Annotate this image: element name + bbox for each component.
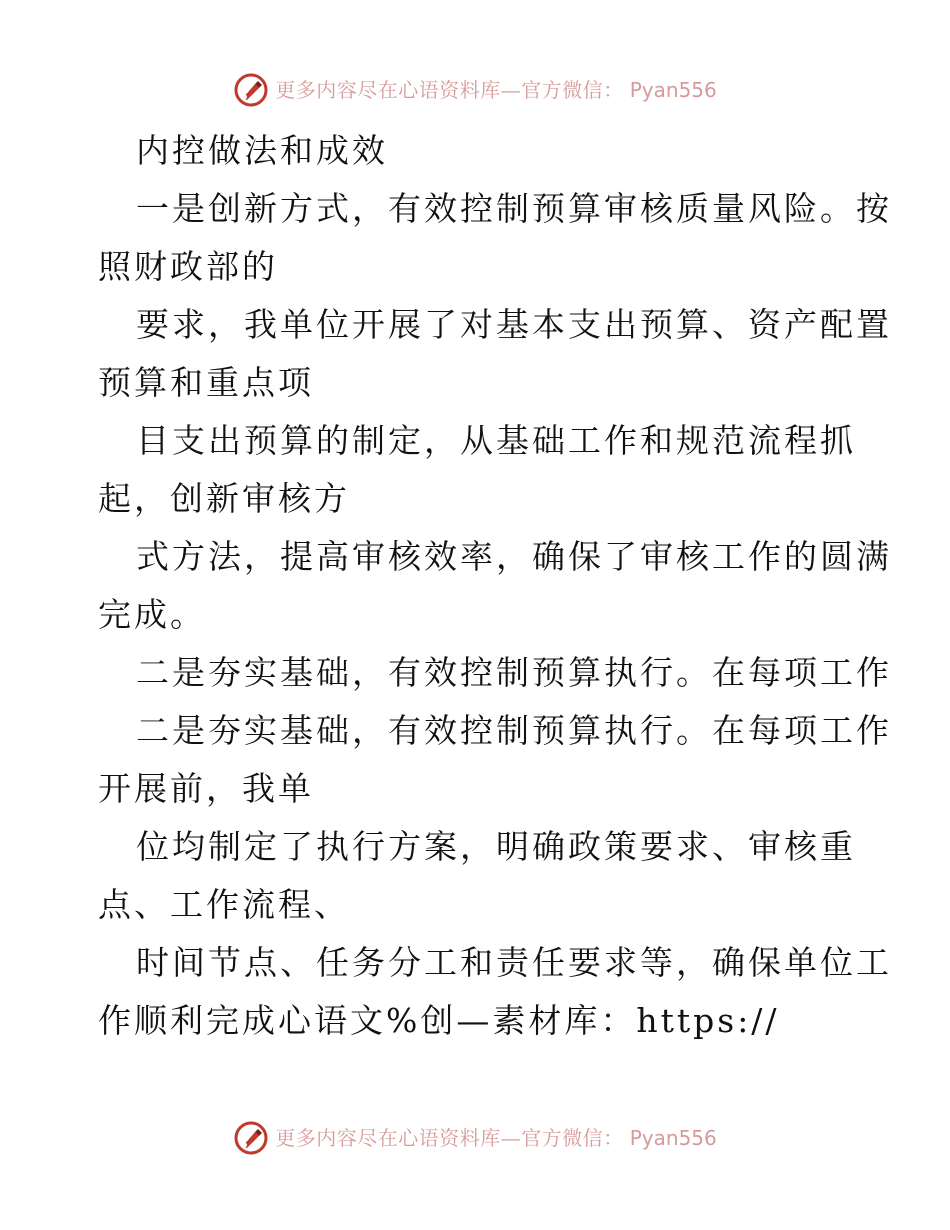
text-line: 一是创新方式，有效控制预算审核质量风险。按 [136, 189, 892, 228]
text-line: 要求，我单位开展了对基本支出预算、资产配置 [136, 305, 892, 344]
pen-nib-logo-icon [233, 1120, 269, 1156]
text-line: 预算和重点项 [98, 363, 314, 402]
text-line: 时间节点、任务分工和责任要求等，确保单位工 [136, 943, 892, 982]
text-line: 式方法，提高审核效率，确保了审核工作的圆满 [136, 537, 892, 576]
text-line: 照财政部的 [98, 247, 278, 286]
watermark-wechat-id: Pyan556 [629, 1126, 717, 1150]
text-line: 二是夯实基础，有效控制预算执行。在每项工作 [136, 653, 892, 692]
text-line: 位均制定了执行方案，明确政策要求、审核重 [136, 827, 856, 866]
text-line: 二是夯实基础，有效控制预算执行。在每项工作 [136, 711, 892, 750]
text-line: 起，创新审核方 [98, 479, 350, 518]
document-body [98, 122, 892, 1050]
watermark-text: 更多内容尽在心语资料库—官方微信： [275, 78, 624, 102]
watermark-text: 更多内容尽在心语资料库—官方微信： [275, 1126, 624, 1150]
pen-nib-logo-icon [233, 72, 269, 108]
text-line: 内控做法和成效 [136, 131, 388, 170]
text-line: 作顺利完成心语文%创—素材库：https:// [98, 1001, 780, 1040]
text-line: 目支出预算的制定，从基础工作和规范流程抓 [136, 421, 856, 460]
text-line: 开展前，我单 [98, 769, 314, 808]
header-watermark [0, 70, 950, 110]
watermark-wechat-id: Pyan556 [629, 78, 717, 102]
footer-watermark [0, 1118, 950, 1158]
text-line: 完成。 [98, 595, 206, 634]
text-line: 点、工作流程、 [98, 885, 350, 924]
